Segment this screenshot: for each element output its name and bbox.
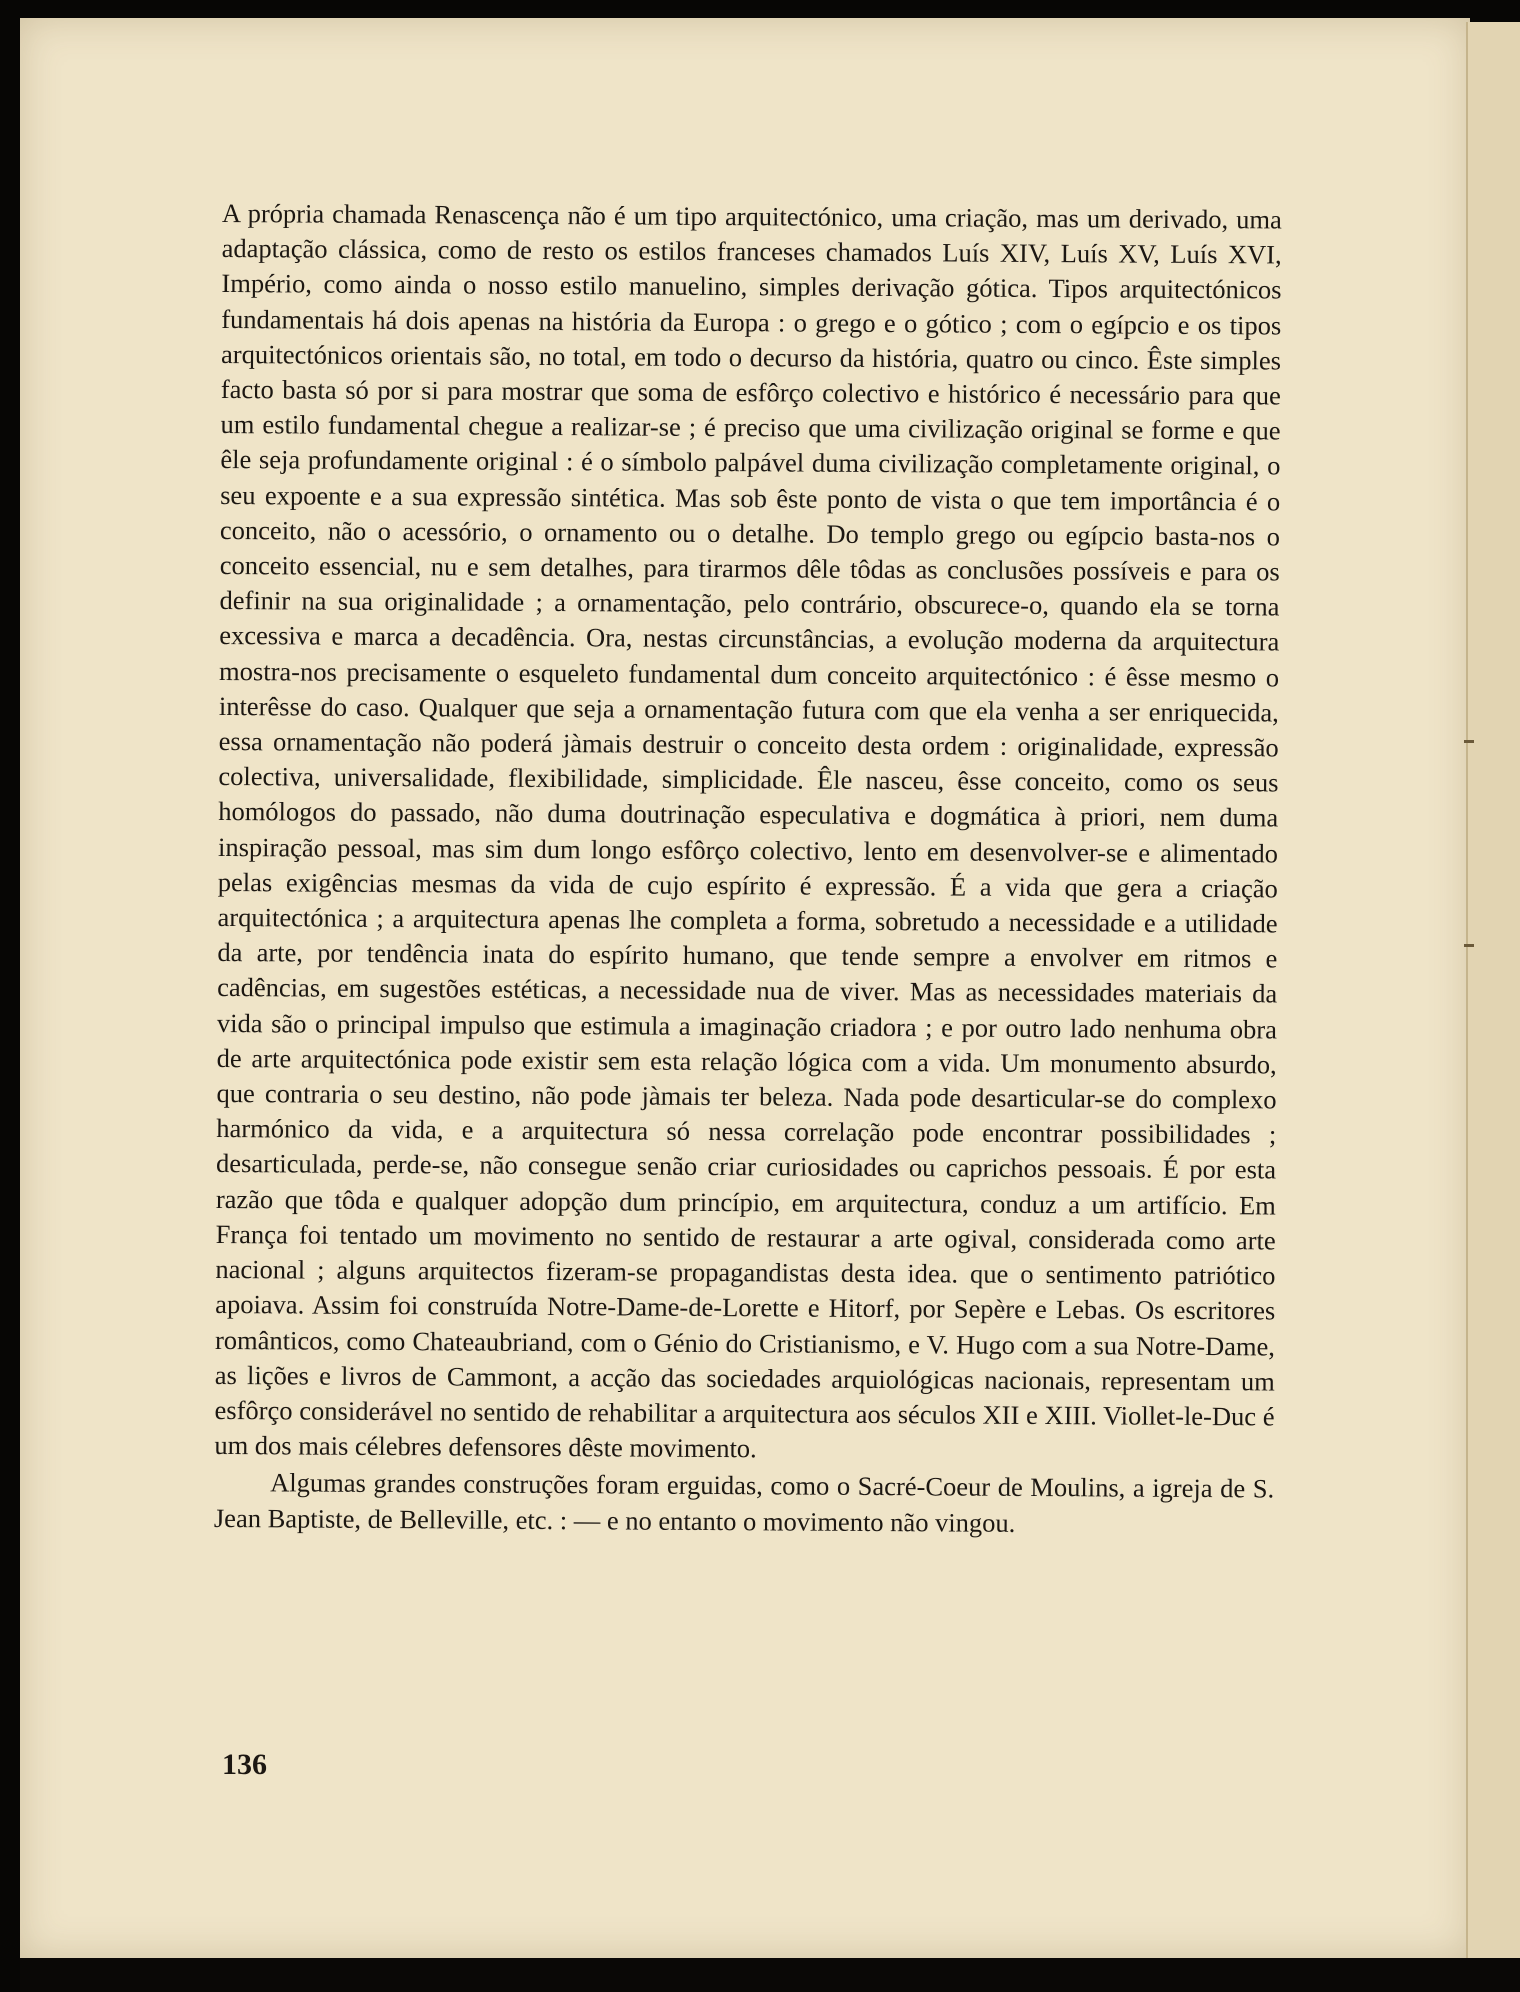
paragraph: Algumas grandes construções foram erguidas, como o Sacré-Coeur de Moulins, a igreja de S. Jean Baptiste, de Belleville, etc. : — e no entanto o movimento não vingou. xyxy=(213,1467,1275,1538)
edge-mark xyxy=(1464,740,1474,743)
page-number: 136 xyxy=(222,1748,267,1781)
scan-border xyxy=(20,1958,1520,1992)
body-text xyxy=(214,196,1282,1542)
next-page-edge xyxy=(1466,22,1520,1958)
paragraph: A própria chamada Renascença não é um tipo arquitectónico, uma criação, mas um derivado, uma adaptação clássica, como de resto os estilos franceses chamados Luís XIV, Luís XV, Luís XVI, Império, como ainda o nosso estilo manuelino, simples derivação gótica. Tipos arquitectónicos fundamentais há dois apenas na história da Europa : o grego e o gótico ; com o egípcio e os tipos arquitectónicos orientais são, no total, em todo o decurso da história, quatro ou cinco. Êste simples facto basta só por si para mostrar que soma de esfôrço colectivo e histórico é necessário para que um estilo fundamental chegue a realizar-se ; é preciso que uma civilização original se forme e que êle seja profundamente original : é o símbolo palpável duma civilização completamente original, o seu expoente e a sua expressão sintética. Mas sob êste ponto de vista o que tem importância é o conceito, não o acessório, o ornamento ou o detalhe. Do templo grego ou egípcio basta-nos o conceito essencial, nu e sem detalhes, para tirarmos dêle tôdas as conclusões possíveis e para os definir na sua originalidade ; a ornamentação, pelo contrário, obscurece-o, quando ela se torna excessiva e marca a decadência. Ora, nestas circunstâncias, a evolução moderna da arquitectura mostra-nos precisamente o esqueleto fundamental dum conceito arquitectónico : é êsse mesmo o interêsse do caso. Qualquer que seja a ornamentação futura com que ela venha a ser enriquecida, essa ornamentação não poderá jàmais destruir o conceito desta ordem : originalidade, expressão colectiva, universalidade, flexibilidade, simplicidade. Êle nasceu, êsse conceito, como os seus homólogos do passado, não duma doutrinação especulativa e dogmática à priori, nem duma inspiração pessoal, mas sim dum longo esfôrço colectivo, lento em desenvolver-se e alimentado pelas exigências mesmas da vida de cujo espírito é expressão. É a vida que gera a criação arquitectónica ; a arquitectura apenas lhe completa a forma, sobretudo a necessidade e a utilidade da arte, por tendência inata do espírito humano, que tende sempre a envolver em ritmos e cadências, em sugestões estéticas, a necessidade nua de viver. Mas as necessidades materiais da vida são o principal impulso que estimula a imaginação criadora ; e por outro lado nenhuma obra de arte arquitectónica pode existir sem esta relação lógica com a vida. Um monumento absurdo, que contraria o seu destino, não pode jàmais ter beleza. Nada pode desarticular-se do complexo harmónico da vida, e a arquitectura só nessa correlação pode encontrar possibilidades ; desarticulada, perde-se, não consegue senão criar curiosidades ou caprichos pessoais. É por esta razão que tôda e qualquer adopção dum princípio, em arquitectura, conduz a um artifício. Em França foi tentado um movimento no sentido de restaurar a arte ogival, considerada como arte nacional ; alguns arquitectos fizeram-se propagandistas desta idea. que o sentimento patriótico apoiava. Assim foi construída Notre-Dame-de-Lorette e Hitorf, por Sepère e Lebas. Os escritores românticos, como Chateaubriand, com o Génio do Cristianismo, e V. Hugo com a sua Notre-Dame, as lições e livros de Cammont, a acção das sociedades arquiológicas nacionais, representam um esfôrço considerável no sentido de rehabilitar a arquitectura aos séculos XII e XIII. Viollet-le-Duc é um dos mais célebres defensores dêste movimento. xyxy=(214,197,1282,1464)
edge-mark xyxy=(1464,944,1474,947)
